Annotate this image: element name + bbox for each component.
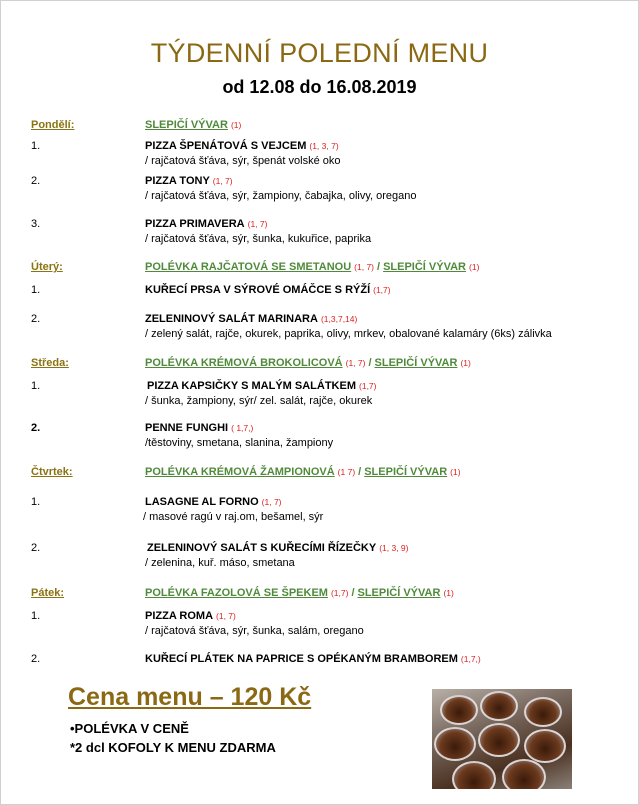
allergens: (1, 7) <box>247 219 268 229</box>
kofola-glasses-photo <box>432 689 572 789</box>
allergens: (1, 3, 7) <box>309 141 339 151</box>
soup-name: SLEPIČÍ VÝVAR <box>383 261 467 273</box>
soup-included-note: •POLÉVKA V CENĚ <box>70 721 189 736</box>
allergens: (1,7,) <box>460 654 481 664</box>
meal-number: 1. <box>31 380 41 392</box>
menu-title: TÝDENNÍ POLEDNÍ MENU <box>150 38 489 68</box>
allergens: (1) <box>230 120 242 130</box>
meal-description: / šunka, žampiony, sýr/ zel. salát, rajče, okurek <box>145 395 373 407</box>
meal-number: 1. <box>31 610 41 622</box>
meal-number: 2. <box>31 313 41 325</box>
soups-thursday <box>145 466 461 478</box>
meal-name: PIZZA ŠPENÁTOVÁ S VEJCEM (1, 3, 7) <box>145 140 339 152</box>
soup-name: SLEPIČÍ VÝVAR <box>357 587 441 599</box>
day-label-monday: Pondělí: <box>31 119 75 131</box>
menu-price: Cena menu – 120 Kč <box>68 683 312 711</box>
allergens: (1, 7) <box>216 611 236 621</box>
day-label-thursday: Čtvrtek: <box>31 466 73 478</box>
meal-name: PIZZA KAPSIČKY S MALÝM SALÁTKEM (1,7) <box>147 380 377 392</box>
meal-number: 1. <box>31 496 41 508</box>
allergens: (1,7) <box>359 381 377 391</box>
soups-friday <box>145 587 454 599</box>
allergens: (1, 7) <box>212 176 233 186</box>
allergens: (1, 7) <box>345 358 366 368</box>
soup-name: SLEPIČÍ VÝVAR <box>145 119 228 131</box>
soup-name: POLÉVKA FAZOLOVÁ SE ŠPEKEM <box>145 587 328 599</box>
meal-name: KUŘECÍ PLÁTEK NA PAPRICE S OPÉKANÝM BRAMBOREM (1,7,) <box>145 653 481 665</box>
meal-description: / rajčatová šťáva, sýr, šunka, kukuřice, paprika <box>145 233 372 245</box>
soup-name: POLÉVKA KRÉMOVÁ BROKOLICOVÁ <box>145 357 343 369</box>
soup-name: POLÉVKA KRÉMOVÁ ŽAMPIONOVÁ <box>145 466 335 478</box>
soup-separator: / <box>351 587 355 599</box>
allergens: ( 1,7,) <box>231 423 254 433</box>
allergens: (1, 7) <box>354 262 375 272</box>
meal-name: KUŘECÍ PRSA V SÝROVÉ OMÁČCE S RÝŽÍ (1,7) <box>145 284 391 296</box>
meal-number: 2. <box>31 542 41 554</box>
soup-separator: / <box>377 261 381 273</box>
allergens: (1 7) <box>337 467 356 477</box>
day-label-wednesday: Středa: <box>31 357 69 369</box>
meal-name: PIZZA ROMA (1, 7) <box>145 610 236 622</box>
menu-date-range: od 12.08 do 16.08.2019 <box>222 77 417 97</box>
allergens: (1,7) <box>330 588 349 598</box>
meal-description: / rajčatová šťáva, sýr, žampiony, čabajka, olivy, oregano <box>145 190 417 202</box>
allergens: (1, 7) <box>261 497 282 507</box>
soup-name: POLÉVKA RAJČATOVÁ SE SMETANOU <box>145 261 352 273</box>
day-label-tuesday: Úterý: <box>31 261 63 273</box>
soup-name: SLEPIČÍ VÝVAR <box>374 357 458 369</box>
meal-description: / zelený salát, rajče, okurek, paprika, olivy, mrkev, obalované kalamáry (6ks) zálivka <box>145 328 552 340</box>
day-label-friday: Pátek: <box>31 587 65 599</box>
meal-number: 2. <box>31 175 41 187</box>
allergens: (1, 3, 9) <box>379 543 409 553</box>
meal-description: /těstoviny, smetana, slanina, žampiony <box>145 437 334 449</box>
meal-description: / rajčatová šťáva, sýr, šunka, salám, oregano <box>145 625 364 637</box>
meal-name: LASAGNE AL FORNO (1, 7) <box>145 496 282 508</box>
allergens: (1) <box>469 262 480 272</box>
free-drink-note: *2 dcl KOFOLY K MENU ZDARMA <box>70 740 276 755</box>
meal-description: / masové ragú v raj.om, bešamel, sýr <box>143 511 324 523</box>
meal-name: PENNE FUNGHI ( 1,7,) <box>145 422 254 434</box>
soups-wednesday <box>145 357 471 369</box>
meal-name: PIZZA PRIMAVERA (1, 7) <box>145 218 268 230</box>
allergens: (1) <box>460 358 471 368</box>
meal-name: PIZZA TONY (1, 7) <box>145 175 233 187</box>
meal-description: / zelenina, kuř. máso, smetana <box>145 557 295 569</box>
allergens: (1,7) <box>373 285 391 295</box>
meal-number: 2. <box>31 422 41 434</box>
soups-tuesday <box>145 261 479 273</box>
allergens: (1) <box>443 588 454 598</box>
meal-number: 1. <box>31 284 41 296</box>
soup-name: SLEPIČÍ VÝVAR <box>364 466 448 478</box>
meal-number: 3. <box>31 218 41 230</box>
meal-name: ZELENINOVÝ SALÁT MARINARA (1,3,7,14) <box>145 313 358 325</box>
allergens: (1) <box>450 467 461 477</box>
meal-name: ZELENINOVÝ SALÁT S KUŘECÍMI ŘÍZEČKY (1, 3, 9) <box>147 542 409 554</box>
meal-description: / rajčatová šťáva, sýr, špenát volské oko <box>145 155 341 167</box>
meal-number: 2. <box>31 653 41 665</box>
soups-monday <box>145 119 241 131</box>
meal-number: 1. <box>31 140 41 152</box>
soup-separator: / <box>358 466 362 478</box>
allergens: (1,3,7,14) <box>320 314 358 324</box>
soup-separator: / <box>368 357 372 369</box>
